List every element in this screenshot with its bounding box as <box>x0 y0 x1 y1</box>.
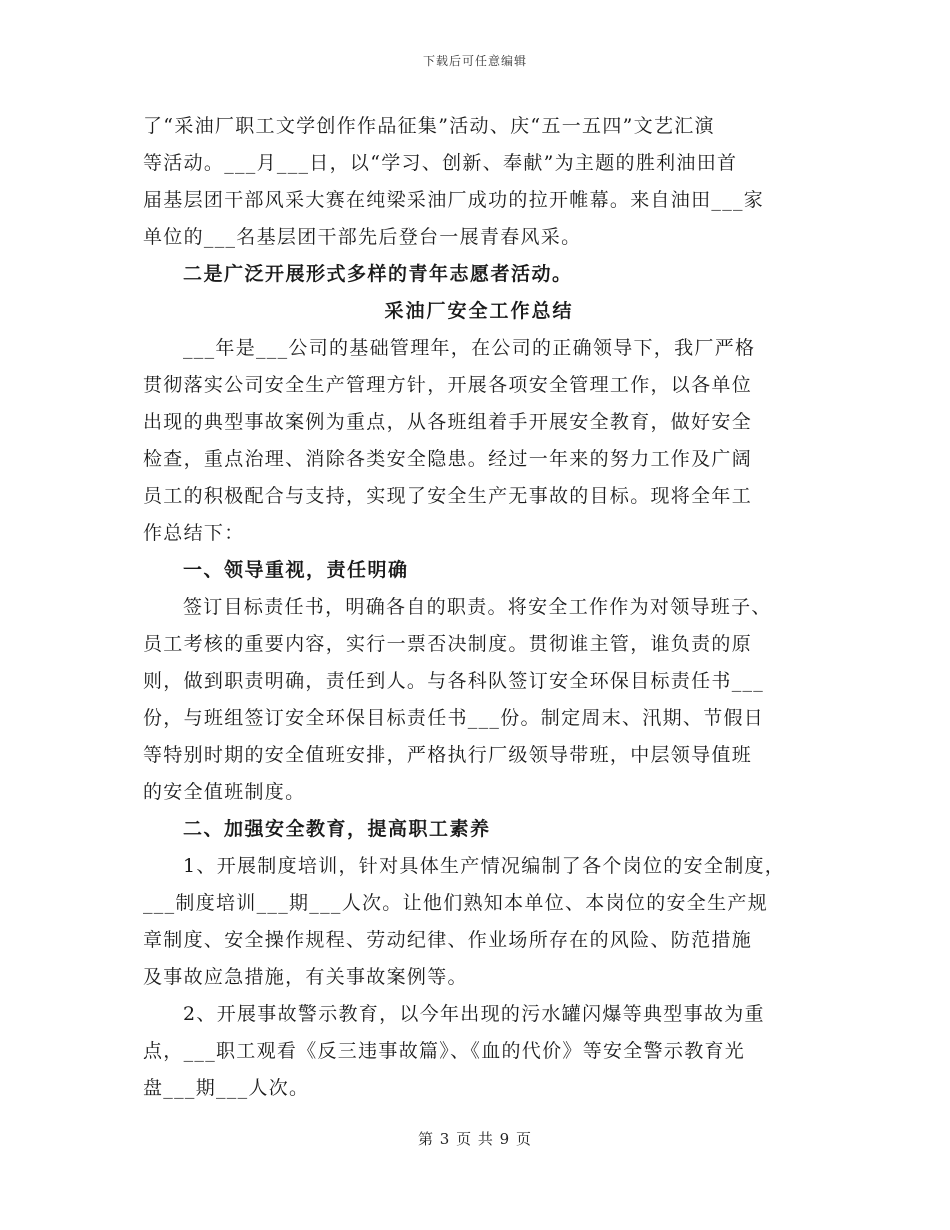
summary-line: 员工的积极配合与支持，实现了安全生产无事故的目标。现将全年工 <box>143 485 753 507</box>
item-two-line: 2、开展事故警示教育，以今年出现的污水罐闪爆等典型事故为重 <box>183 1003 765 1025</box>
section-one-line: 份，与班组签订安全环保目标责任书___份。制定周末、汛期、节假日 <box>143 707 765 729</box>
item-one-line: 1、开展制度培训，针对具体生产情况编制了各个岗位的安全制度， <box>183 855 786 877</box>
point-two-heading: 二是广泛开展形式多样的青年志愿者活动。 <box>183 263 573 285</box>
intro-line: 单位的___名基层团干部先后登台一展青春风采。 <box>143 226 582 248</box>
summary-line: 贯彻落实公司安全生产管理方针，开展各项安全管理工作，以各单位 <box>143 374 753 396</box>
section-one-line: 等特别时期的安全值班安排，严格执行厂级领导带班，中层领导值班 <box>143 744 753 766</box>
intro-line: 等活动。___月___日，以“学习、创新、奉献”为主题的胜利油田首 <box>143 152 738 174</box>
item-one-line: 及事故应急措施，有关事故案例等。 <box>143 966 468 988</box>
page-indicator: 第 3 页 共 9 页 <box>418 1130 532 1148</box>
section-one-line: 员工考核的重要内容，实行一票否决制度。贯彻谁主管，谁负责的原 <box>143 633 753 655</box>
intro-line: 了“采油厂职工文学创作作品征集”活动、庆“五一五四”文艺汇演 <box>143 115 715 137</box>
summary-line: 检查，重点治理、消除各类安全隐患。经过一年来的努力工作及广阔 <box>143 448 753 470</box>
intro-line: 届基层团干部风采大赛在纯梁采油厂成功的拉开帷幕。来自油田___家 <box>143 189 765 211</box>
item-one-line: 章制度、安全操作规程、劳动纪律、作业场所存在的风险、防范措施 <box>143 929 753 951</box>
document-title: 采油厂安全工作总结 <box>384 300 574 322</box>
section-one-line: 签订目标责任书，明确各自的职责。将安全工作作为对领导班子、 <box>183 596 772 618</box>
document-body <box>143 108 815 1107</box>
section-one-line: 则，做到职责明确，责任到人。与各科队签订安全环保目标责任书___ <box>143 670 765 692</box>
item-two-line: 点，___职工观看《反三违事故篇》、《血的代价》等安全警示教育光 <box>143 1040 746 1062</box>
item-two-line: 盘___期___人次。 <box>143 1077 310 1099</box>
header-note: 下载后可任意编辑 <box>422 54 527 68</box>
summary-line: 出现的典型事故案例为重点，从各班组着手开展安全教育，做好安全 <box>143 411 753 433</box>
summary-line: ___年是___公司的基础管理年，在公司的正确领导下，我厂严格 <box>183 337 756 359</box>
section-one-line: 的安全值班制度。 <box>143 781 306 803</box>
item-one-line: ___制度培训___期___人次。让他们熟知本单位、本岗位的安全生产规 <box>143 892 769 914</box>
section-two-heading: 二、加强安全教育，提高职工素养 <box>183 818 491 840</box>
section-one-heading: 一、领导重视，责任明确 <box>183 559 409 581</box>
summary-line: 作总结下： <box>143 522 245 544</box>
